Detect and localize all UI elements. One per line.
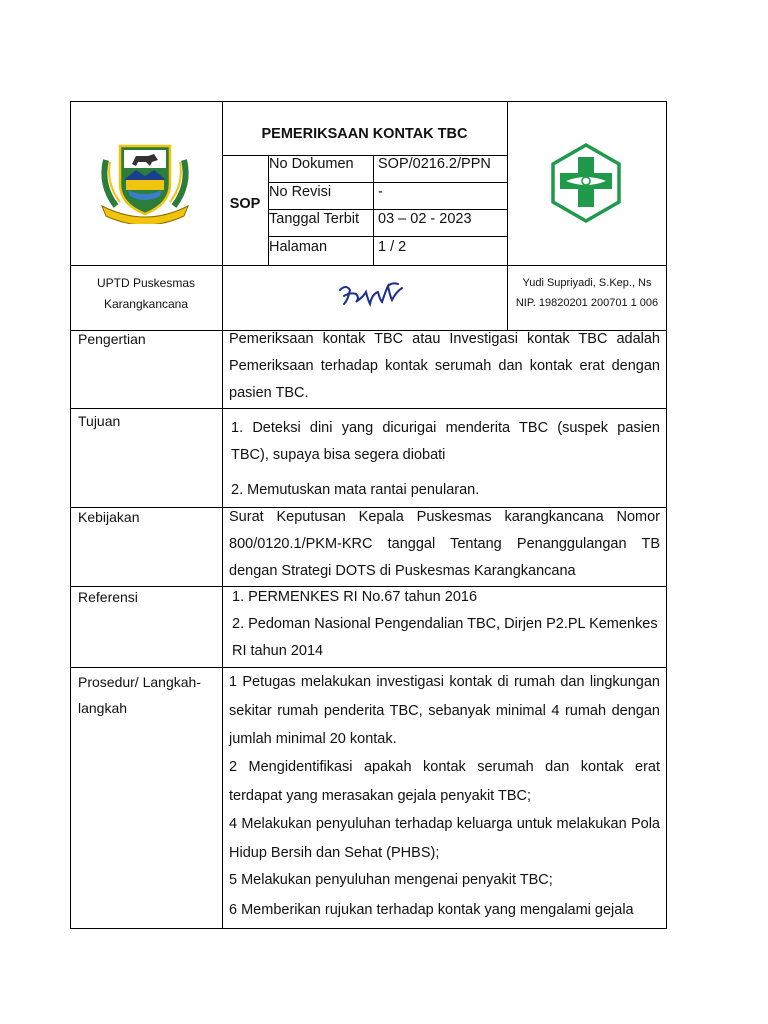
section-divider bbox=[70, 408, 667, 409]
meta-value-halaman: 1 / 2 bbox=[378, 239, 407, 255]
section-text-pengertian: Pemeriksaan kontak TBC atau Investigasi kontak TBC adalah Pemeriksaan terhadap kontak serumah dan kontak erat dengan pasien TBC. bbox=[229, 331, 660, 401]
meta-row-divider bbox=[268, 209, 507, 210]
meta-value-no-dokumen: SOP/0216.2/PPN bbox=[378, 156, 491, 172]
header-row-divider bbox=[70, 265, 667, 266]
sop-label: SOP bbox=[229, 196, 261, 212]
org-name-line2: Karangkancana bbox=[103, 297, 189, 311]
logo-column-divider bbox=[507, 101, 508, 330]
table-border-top bbox=[70, 101, 667, 102]
puskesmas-logo-icon bbox=[546, 143, 626, 223]
list-item: 2. Pedoman Nasional Pengendalian TBC, Dirjen P2.PL Kemenkes RI tahun 2014 bbox=[232, 616, 658, 659]
meta-value-tanggal-terbit: 03 – 02 - 2023 bbox=[378, 211, 472, 227]
meta-label-no-dokumen: No Dokumen bbox=[269, 156, 354, 172]
procedure-step: 1 Petugas melakukan investigasi kontak di rumah dan lingkungan sekitar rumah penderita TBC, sebanyak minimal 4 rumah dengan jumlah minimal 20 kontak. bbox=[229, 674, 660, 747]
table-border-left bbox=[70, 101, 71, 929]
section-label-pengertian: Pengertian bbox=[78, 331, 146, 347]
procedure-step: 2 Mengidentifikasi apakah kontak serumah dan kontak erat terdapat yang merasakan gejala penyakit TBC; bbox=[229, 759, 660, 804]
section-label-referensi: Referensi bbox=[78, 589, 138, 605]
signer-nip: NIP. 19820201 200701 1 006 bbox=[515, 297, 659, 309]
meta-column-divider bbox=[373, 155, 374, 266]
org-name-line1: UPTD Puskesmas bbox=[96, 276, 196, 290]
procedure-step: 6 Memberikan rujukan terhadap kontak yang mengalami gejala bbox=[229, 902, 634, 918]
meta-label-halaman: Halaman bbox=[269, 239, 328, 255]
meta-row-divider bbox=[268, 182, 507, 183]
signature-icon bbox=[336, 278, 410, 312]
document-title: PEMERIKSAAN KONTAK TBC bbox=[261, 126, 468, 142]
meta-value-no-revisi: - bbox=[378, 184, 383, 200]
procedure-step: 5 Melakukan penyuluhan mengenai penyakit TBC; bbox=[229, 872, 553, 888]
regency-emblem-icon bbox=[96, 140, 194, 224]
section-label-kebijakan: Kebijakan bbox=[78, 509, 140, 525]
label-column-divider bbox=[222, 101, 223, 929]
list-item: 2. Memutuskan mata rantai penularan. bbox=[231, 482, 480, 498]
signer-name: Yudi Supriyadi, S.Kep., Ns bbox=[522, 277, 652, 289]
section-label-tujuan: Tujuan bbox=[78, 413, 121, 429]
list-item: 1. PERMENKES RI No.67 tahun 2016 bbox=[232, 589, 478, 605]
procedure-step: 4 Melakukan penyuluhan terhadap keluarga untuk melakukan Pola Hidup Bersih dan Sehat (PHBS); bbox=[229, 816, 660, 861]
table-border-right bbox=[666, 101, 667, 929]
meta-row-divider bbox=[268, 236, 507, 237]
section-text-kebijakan: Surat Keputusan Kepala Puskesmas karangkancana Nomor 800/0120.1/PKM-KRC tanggal Tentang Penanggulangan TB dengan Strategi DOTS di Puskesmas Karangkancana bbox=[229, 509, 660, 579]
table-border-bottom bbox=[70, 928, 667, 929]
meta-label-no-revisi: No Revisi bbox=[269, 184, 332, 200]
list-item: 1. Deteksi dini yang dicurigai menderita TBC (suspek pasien TBC), supaya bisa segera diobati bbox=[231, 420, 660, 463]
section-label-prosedur: Prosedur/ Langkah-langkah bbox=[78, 674, 201, 716]
meta-label-tanggal-terbit: Tanggal Terbit bbox=[269, 211, 360, 227]
